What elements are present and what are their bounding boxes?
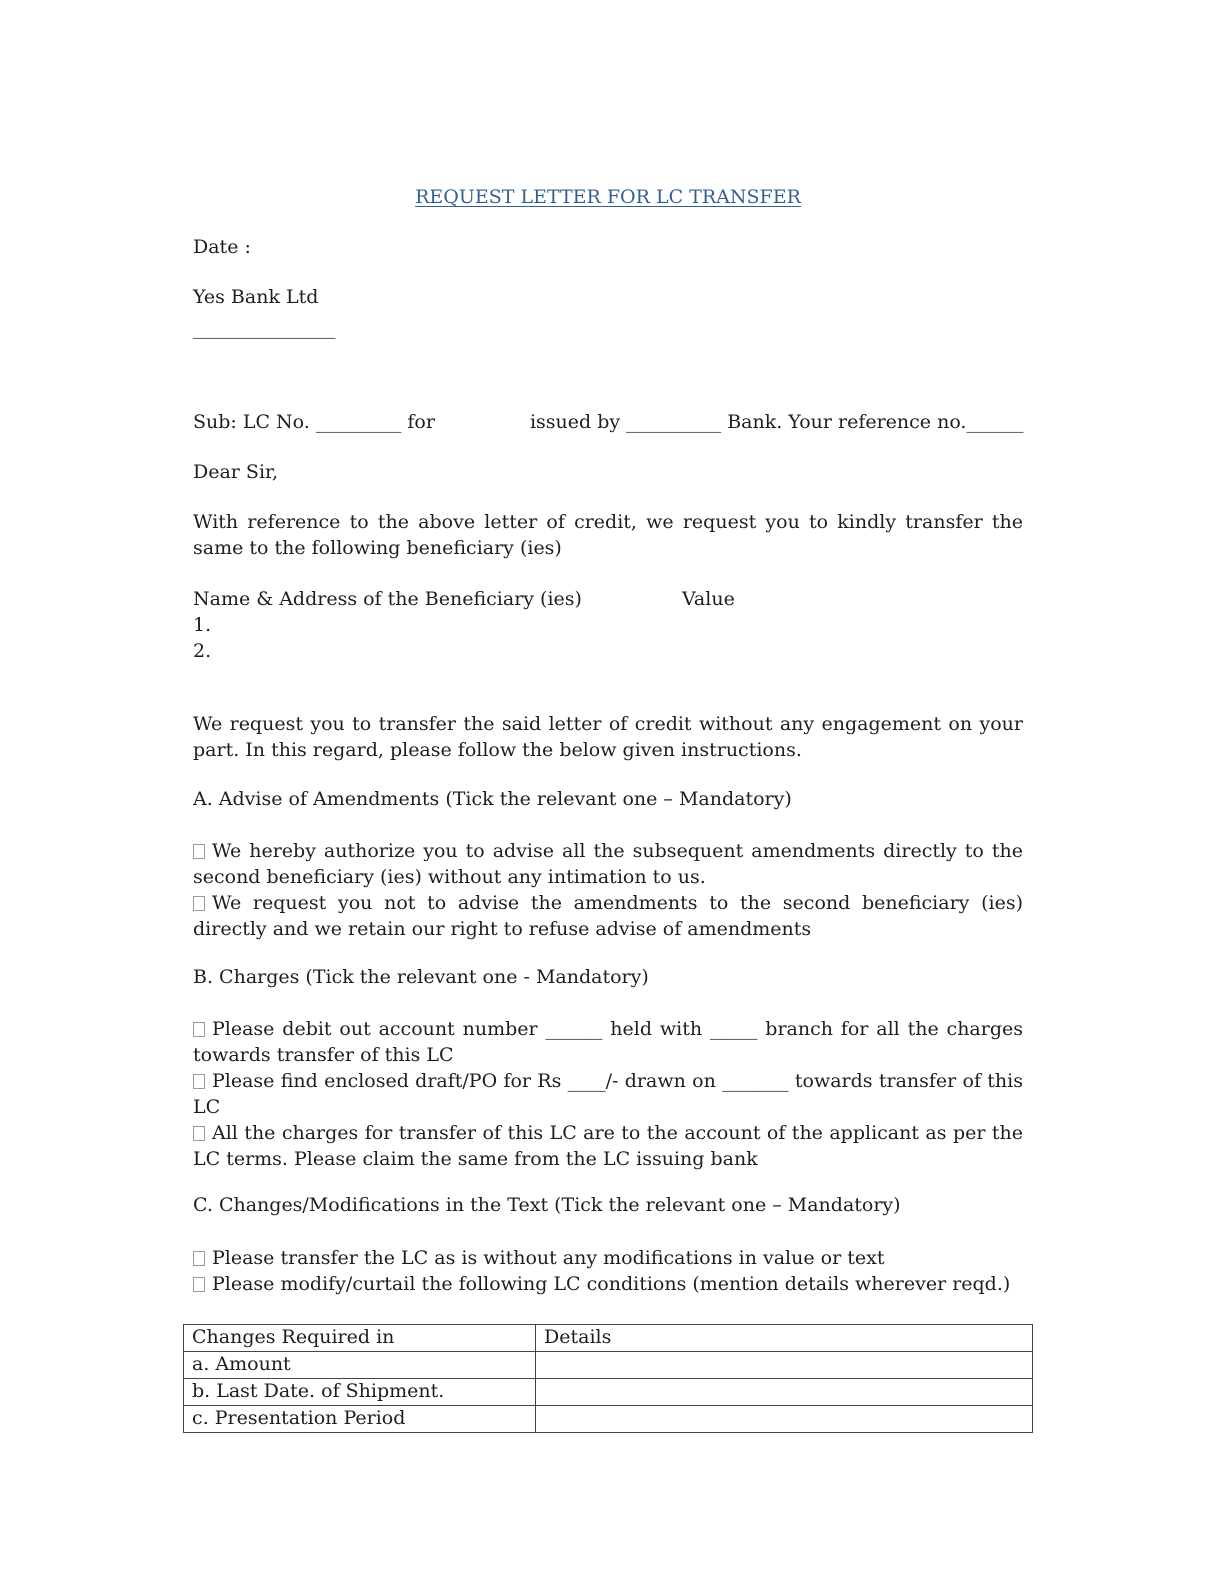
changes-table <box>183 1324 1033 1433</box>
section-b-option-3-text: All the charges for transfer of this LC are to the account of the applicant as per the LC terms. Please claim the same from the LC issuing bank <box>193 1122 1023 1170</box>
section-c-option-1 <box>193 1245 1023 1271</box>
subject-part2[interactable]: issued by __________ Bank. Your reference no.______ <box>529 411 1024 433</box>
table-row <box>184 1352 1033 1379</box>
table-row <box>184 1406 1033 1433</box>
request-paragraph: We request you to transfer the said letter of credit without any engagement on your part. In this regard, please follow the below given instructions. <box>193 713 1023 761</box>
table-row-presentation-details-cell[interactable] <box>536 1406 1033 1433</box>
checkbox-icon[interactable] <box>193 844 205 859</box>
subject-part1[interactable]: Sub: LC No. _________ for <box>193 411 435 433</box>
section-c-option-1-text: Please transfer the LC as is without any modifications in value or text <box>212 1247 885 1269</box>
section-a-option-1-text: We hereby authorize you to advise all the subsequent amendments directly to the second beneficiary (ies) without any intimation to us. <box>193 840 1023 888</box>
document-title-text: REQUEST LETTER FOR LC TRANSFER <box>415 186 801 208</box>
table-row-amount-label: a. Amount <box>184 1352 536 1379</box>
section-c-heading: C. Changes/Modifications in the Text (Tick the relevant one – Mandatory) <box>193 1194 901 1216</box>
section-a-option-1 <box>193 838 1023 890</box>
document-content <box>193 0 1023 1433</box>
section-b-option-1 <box>193 1016 1023 1068</box>
salutation: Dear Sir, <box>193 461 279 483</box>
beneficiary-item-2[interactable]: 2. <box>193 640 212 662</box>
beneficiary-header-label: Name & Address of the Beneficiary (ies) <box>193 588 582 610</box>
section-b-option-3 <box>193 1120 1023 1172</box>
table-header-details: Details <box>536 1325 1033 1352</box>
section-b-option-2 <box>193 1068 1023 1120</box>
table-header-changes: Changes Required in <box>184 1325 536 1352</box>
section-a-option-2-text: We request you not to advise the amendments to the second beneficiary (ies) directly and we retain our right to refuse advise of amendments <box>193 892 1023 940</box>
checkbox-icon[interactable] <box>193 1074 205 1089</box>
section-b-option-1-text: Please debit out account number ______ held with _____ branch for all the charges towards transfer of this LC <box>193 1018 1023 1066</box>
section-b-option-2-text: Please find enclosed draft/PO for Rs ____/- drawn on _______ towards transfer of this LC <box>193 1070 1023 1118</box>
beneficiary-item-1[interactable]: 1. <box>193 614 212 636</box>
checkbox-icon[interactable] <box>193 1126 205 1141</box>
intro-paragraph: With reference to the above letter of credit, we request you to kindly transfer the same to the following beneficiary (ies) <box>193 511 1023 559</box>
addressee-blank[interactable]: _______________ <box>193 317 336 339</box>
section-c-option-2 <box>193 1271 1023 1297</box>
table-row-shipment-label: b. Last Date. of Shipment. <box>184 1379 536 1406</box>
section-b-heading: B. Charges (Tick the relevant one - Mandatory) <box>193 966 649 988</box>
table-row-shipment-details-cell[interactable] <box>536 1379 1033 1406</box>
document-title <box>193 184 1023 210</box>
checkbox-icon[interactable] <box>193 1277 205 1292</box>
section-c-option-2-text: Please modify/curtail the following LC conditions (mention details wherever reqd.) <box>212 1273 1011 1295</box>
addressee-name: Yes Bank Ltd <box>193 286 319 308</box>
beneficiary-header <box>193 586 1023 612</box>
subject-line <box>193 409 1023 435</box>
beneficiary-value-label: Value <box>681 588 735 610</box>
date-label: Date : <box>193 236 251 258</box>
section-a-heading: A. Advise of Amendments (Tick the relevant one – Mandatory) <box>193 788 792 810</box>
table-row-presentation-label: c. Presentation Period <box>184 1406 536 1433</box>
checkbox-icon[interactable] <box>193 1251 205 1266</box>
table-row <box>184 1379 1033 1406</box>
table-header-row <box>184 1325 1033 1352</box>
checkbox-icon[interactable] <box>193 896 205 911</box>
checkbox-icon[interactable] <box>193 1022 205 1037</box>
table-row-amount-details-cell[interactable] <box>536 1352 1033 1379</box>
section-a-option-2 <box>193 890 1023 942</box>
